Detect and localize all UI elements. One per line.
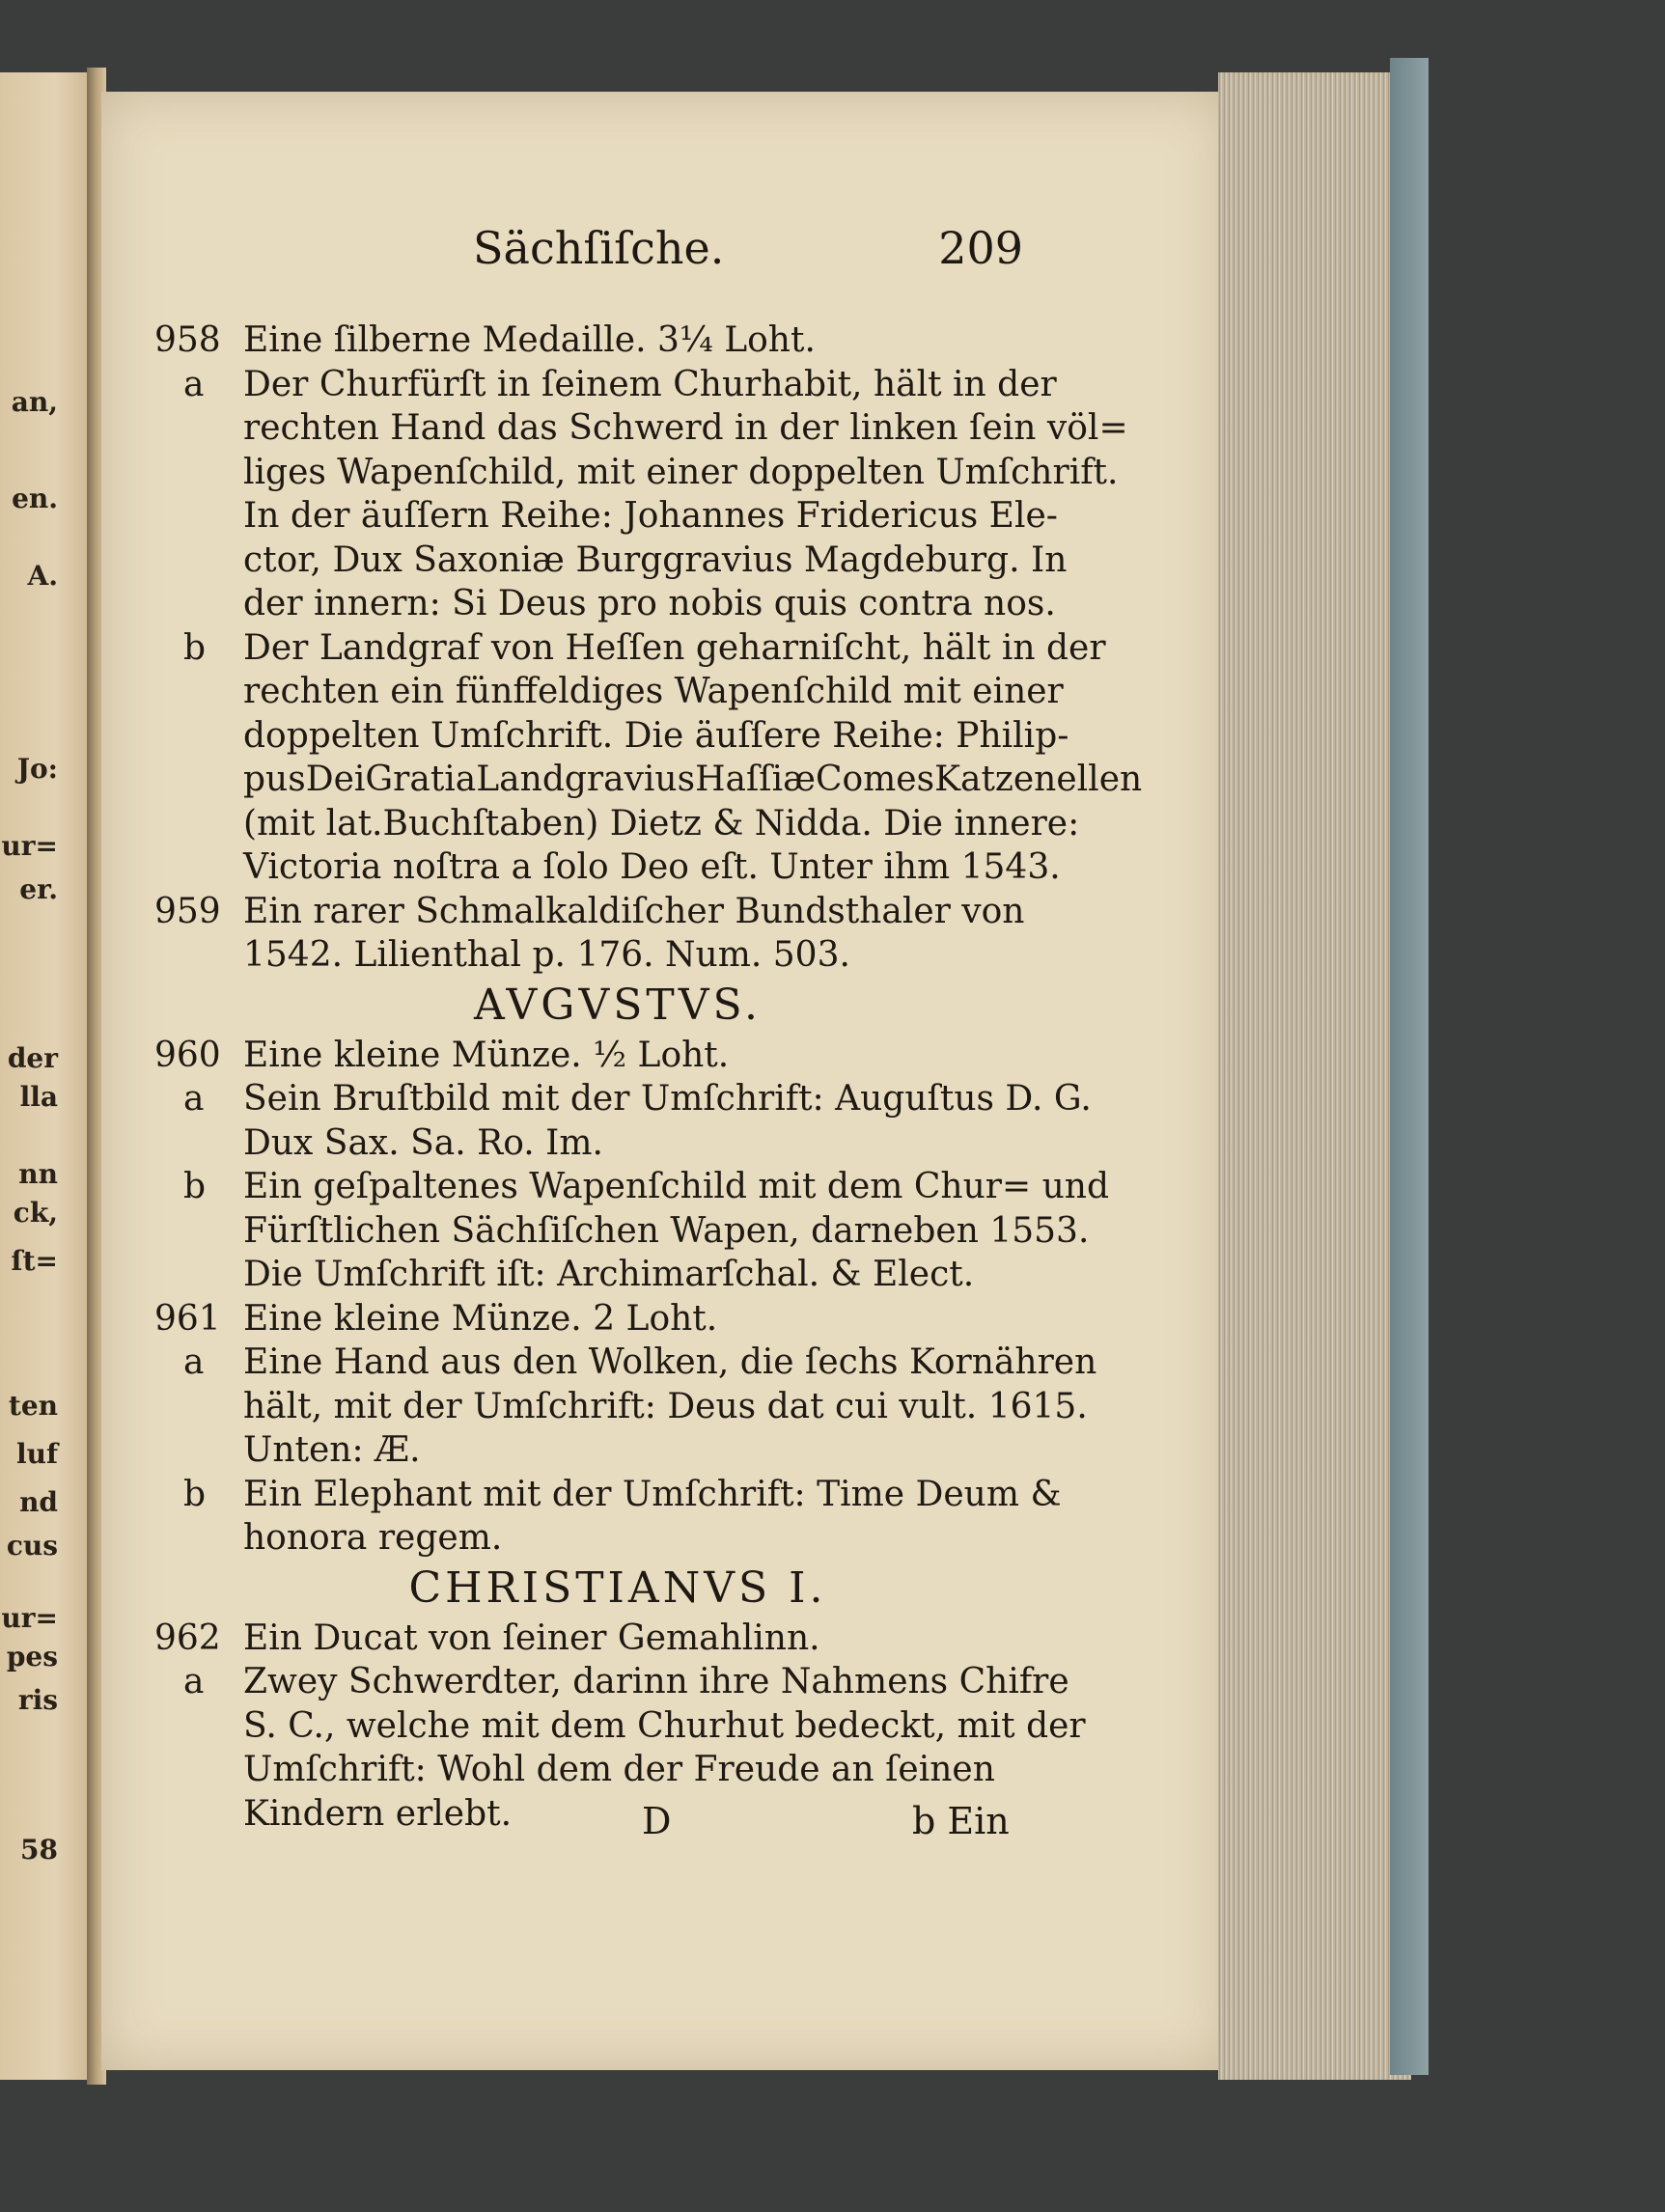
left-fragment: en. bbox=[12, 483, 58, 514]
book-cover-edge bbox=[1390, 58, 1429, 2075]
line-text: (mit lat.Buchſtaben) Dietz & Nidda. Die innere: bbox=[243, 803, 1080, 843]
left-fragment: ſt= bbox=[11, 1245, 58, 1277]
text-line bbox=[154, 363, 1057, 407]
text-line bbox=[154, 1297, 1023, 1341]
line-text: Umſchrift: Wohl dem der Freude an ſeinen bbox=[243, 1750, 995, 1789]
entry-number: 960 bbox=[154, 1035, 221, 1075]
line-text: S. C., welche mit dem Churhut bedeckt, mit der bbox=[243, 1705, 1086, 1746]
left-fragment: A. bbox=[27, 560, 58, 592]
line-text: rechten ein fünffeldiges Wapenſchild mit einer bbox=[243, 672, 1064, 711]
left-fragment: luf bbox=[15, 1438, 58, 1470]
line-text: Sein Bruſtbild mit der Umſchrift: Auguſtus D. G. bbox=[243, 1079, 1092, 1119]
entry-number: 959 bbox=[154, 891, 221, 931]
text-line bbox=[154, 451, 1119, 495]
line-text: rechten Hand das Schwerd in der linken ſein völ= bbox=[243, 408, 1128, 448]
side-label: b bbox=[183, 627, 207, 668]
line-text: doppelten Umſchrift. Die äuſſere Reihe: Philip- bbox=[243, 715, 1069, 756]
text-line bbox=[154, 539, 1068, 583]
left-fragment: der bbox=[7, 1042, 58, 1074]
line-text: der innern: Si Deus pro nobis quis contra nos. bbox=[243, 584, 1056, 623]
left-fragment: nn bbox=[18, 1158, 58, 1190]
text-line bbox=[154, 758, 1143, 802]
text-line bbox=[154, 1473, 1062, 1517]
line-text: Unten: Æ. bbox=[243, 1430, 421, 1470]
left-fragment: ris bbox=[17, 1684, 58, 1716]
left-fragment: pes bbox=[6, 1641, 58, 1673]
line-text: Eine kleine Münze. ½ Loht. bbox=[243, 1035, 730, 1075]
line-text: Der Landgraf von Heſſen geharniſcht, hält in der bbox=[243, 627, 1106, 668]
entry-number: 958 bbox=[154, 320, 221, 360]
line-text: Ein geſpaltenes Wapenſchild mit dem Chur= und bbox=[243, 1167, 1109, 1206]
left-fragment: lla bbox=[19, 1081, 58, 1113]
left-fragment: ur= bbox=[1, 830, 58, 862]
line-text: Victoria noſtra a ſolo Deo eſt. Unter ihm 1543. bbox=[243, 847, 1061, 887]
line-text: Eine ſilberne Medaille. 3¼ Loht. bbox=[243, 320, 816, 360]
text-line bbox=[154, 1617, 1023, 1661]
line-text: ctor, Dux Saxoniæ Burggravius Magdeburg. In bbox=[243, 539, 1068, 580]
line-text: hält, mit der Umſchrift: Deus dat cui vult. 1615. bbox=[243, 1386, 1088, 1426]
line-text: Eine kleine Münze. 2 Loht. bbox=[243, 1298, 718, 1339]
line-text: Eine Hand aus den Wolken, die ſechs Kornähren bbox=[243, 1342, 1097, 1382]
page-body bbox=[154, 318, 1143, 1836]
text-line bbox=[154, 1165, 1109, 1209]
text-line bbox=[154, 1428, 1023, 1473]
line-text: Kindern erlebt. bbox=[243, 1793, 513, 1834]
line-text: Dux Sax. Sa. Ro. Im. bbox=[243, 1122, 603, 1163]
line-text: Der Churfürſt in ſeinem Churhabit, hält in der bbox=[243, 364, 1057, 404]
running-head: Sächſiſche. bbox=[473, 222, 725, 274]
page-fore-edge bbox=[1218, 72, 1411, 2080]
text-line bbox=[154, 933, 1023, 978]
left-fragment: Jo: bbox=[16, 753, 58, 785]
text-line bbox=[154, 1660, 1069, 1704]
signature-mark: D bbox=[642, 1800, 672, 1842]
text-line bbox=[154, 318, 1023, 363]
side-label: b bbox=[183, 1474, 207, 1514]
entry-number: 962 bbox=[154, 1618, 221, 1658]
line-text: liges Wapenſchild, mit einer doppelten Umſchrift. bbox=[243, 452, 1119, 492]
line-text: Ein rarer Schmalkaldiſcher Bundsthaler von bbox=[243, 891, 1025, 931]
text-line bbox=[154, 494, 1058, 539]
left-fragment: ck, bbox=[13, 1197, 58, 1229]
text-line bbox=[154, 1516, 1023, 1561]
text-line bbox=[154, 802, 1080, 846]
text-line bbox=[154, 1121, 1023, 1166]
text-line bbox=[154, 890, 1023, 934]
left-fragment: nd bbox=[19, 1486, 58, 1518]
text-line bbox=[154, 714, 1069, 759]
text-line bbox=[154, 582, 1056, 626]
side-label: a bbox=[183, 1079, 205, 1119]
text-line bbox=[154, 1077, 1092, 1121]
line-text: Die Umſchrift iſt: Archimarſchal. & Elect. bbox=[243, 1255, 975, 1294]
text-line bbox=[154, 670, 1064, 714]
line-text: Ein Elephant mit der Umſchrift: Time Deum & bbox=[243, 1474, 1062, 1514]
text-line bbox=[154, 626, 1106, 671]
text-line bbox=[154, 1792, 1023, 1837]
text-line bbox=[154, 1341, 1097, 1385]
section-heading: CHRISTIANVS I. bbox=[408, 1562, 827, 1613]
side-label: b bbox=[183, 1167, 207, 1206]
line-text: In der äuſſern Reihe: Johannes Fridericus Ele- bbox=[243, 496, 1058, 536]
text-line bbox=[154, 1253, 1023, 1297]
text-line bbox=[154, 1034, 1023, 1078]
left-fragment: ten bbox=[8, 1390, 58, 1422]
text-line bbox=[154, 1209, 1090, 1254]
entry-number: 961 bbox=[154, 1298, 221, 1339]
line-text: 1542. Lilienthal p. 176. Num. 503. bbox=[243, 935, 850, 975]
catchword: b Ein bbox=[912, 1800, 1010, 1842]
left-fragment: cus bbox=[6, 1530, 58, 1562]
line-text: pusDeiGratiaLandgraviusHaſſiæComesKatzenellen bbox=[243, 760, 1143, 799]
text-line bbox=[154, 1385, 1088, 1429]
side-label: a bbox=[183, 364, 205, 404]
text-line bbox=[154, 1704, 1086, 1749]
left-fragment: 58 bbox=[20, 1834, 58, 1866]
line-text: Ein Ducat von ſeiner Gemahlinn. bbox=[243, 1618, 820, 1658]
side-label: a bbox=[183, 1342, 205, 1382]
text-line bbox=[154, 845, 1061, 890]
left-fragment: er. bbox=[19, 873, 58, 905]
left-fragment: an, bbox=[11, 386, 58, 418]
left-fragment: ur= bbox=[1, 1602, 58, 1634]
text-line bbox=[154, 1748, 1023, 1792]
line-text: Fürſtlichen Sächſiſchen Wapen, darneben 1553. bbox=[243, 1210, 1090, 1251]
left-page-edge bbox=[0, 72, 92, 2080]
line-text: Zwey Schwerdter, darinn ihre Nahmens Chifre bbox=[243, 1662, 1069, 1701]
page-number: 209 bbox=[938, 222, 1023, 274]
side-label: a bbox=[183, 1662, 205, 1701]
text-line bbox=[154, 406, 1128, 451]
line-text: honora regem. bbox=[243, 1518, 503, 1558]
page-header bbox=[473, 222, 1023, 280]
section-heading: AVGVSTVS. bbox=[473, 980, 763, 1030]
